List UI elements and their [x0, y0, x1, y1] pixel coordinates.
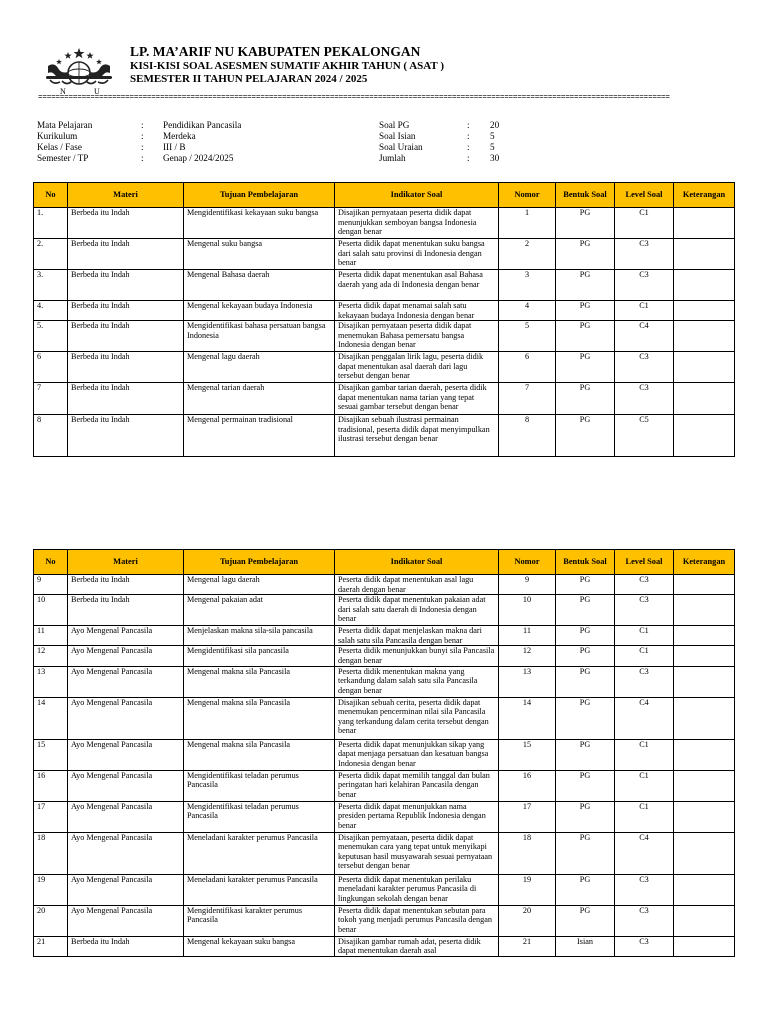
table-row [34, 321, 735, 352]
cell-level: C4 [615, 321, 674, 352]
cell-level: C5 [615, 415, 674, 457]
meta-label: Kurikulum [37, 131, 78, 141]
meta-label: Soal Isian [379, 131, 416, 141]
cell-materi: Berbeda itu Indah [68, 936, 184, 956]
meta-row-uraian [379, 142, 499, 153]
meta-value: III / B [163, 142, 186, 152]
cell-no: 11 [34, 626, 68, 646]
cell-keterangan [674, 239, 735, 270]
header-materi: Materi [68, 550, 184, 575]
cell-tujuan: Mengenal makna sila Pancasila [184, 739, 335, 770]
cell-keterangan [674, 383, 735, 415]
cell-indikator: Disajikan pernyataan, peserta didik dapat menemukan cara yang tepat untuk menyikapi keputusan hasil musyawarah sesuai pernyataan tersebut dengan benar [335, 832, 499, 874]
header-level: Level Soal [615, 183, 674, 208]
meta-row-curriculum [37, 131, 241, 142]
cell-tujuan: Mengidentifikasi karakter perumus Pancasila [184, 905, 335, 936]
cell-bentuk: PG [556, 321, 615, 352]
cell-level: C3 [615, 352, 674, 383]
double-rule-divider: ================================================================================================================================================= [38, 94, 670, 102]
header-tujuan: Tujuan Pembelajaran [184, 550, 335, 575]
cell-no: 9 [34, 575, 68, 595]
meta-row-class [37, 142, 241, 153]
cell-indikator: Peserta didik dapat menamai salah satu kekayaan budaya Indonesia dengan benar [335, 301, 499, 321]
cell-nomor: 11 [499, 626, 556, 646]
cell-materi: Berbeda itu Indah [68, 352, 184, 383]
cell-keterangan [674, 301, 735, 321]
meta-value: Merdeka [163, 131, 196, 141]
cell-tujuan: Mengidentifikasi kekayaan suku bangsa [184, 208, 335, 239]
cell-nomor: 3 [499, 270, 556, 301]
cell-nomor: 20 [499, 905, 556, 936]
cell-no: 13 [34, 666, 68, 697]
cell-level: C1 [615, 801, 674, 832]
cell-keterangan [674, 415, 735, 457]
cell-materi: Berbeda itu Indah [68, 270, 184, 301]
cell-materi: Berbeda itu Indah [68, 208, 184, 239]
cell-indikator: Disajikan sebuah cerita, peserta didik dapat menemukan pencerminan nilai sila Pancasila yang terkandung dalam cerita tersebut dengan benar [335, 697, 499, 739]
cell-materi: Ayo Mengenal Pancasila [68, 626, 184, 646]
cell-indikator: Peserta didik dapat menunjukkan sikap yang dapat menjaga persatuan dan kesatuan bangsa Indonesia dengan benar [335, 739, 499, 770]
meta-label: Jumlah [379, 153, 406, 163]
cell-level: C3 [615, 383, 674, 415]
table-row [34, 646, 735, 666]
meta-separator: : [467, 153, 470, 163]
cell-nomor: 1 [499, 208, 556, 239]
meta-value: 5 [490, 131, 495, 141]
document-title: KISI-KISI SOAL ASESMEN SUMATIF AKHIR TAHUN ( ASAT ) [130, 60, 444, 72]
meta-separator: : [467, 120, 470, 130]
cell-indikator: Peserta didik dapat menentukan asal Bahasa daerah yang ada di Indonesia dengan benar [335, 270, 499, 301]
cell-materi: Ayo Mengenal Pancasila [68, 770, 184, 801]
cell-indikator: Peserta didik dapat menentukan sebutan para tokoh yang menjadi perumus Pancasila dengan benar [335, 905, 499, 936]
meta-row-jumlah [379, 153, 499, 164]
header-indikator: Indikator Soal [335, 550, 499, 575]
meta-right [379, 120, 499, 164]
cell-nomor: 21 [499, 936, 556, 956]
meta-label: Kelas / Fase [37, 142, 82, 152]
meta-value: Pendidikan Pancasila [163, 120, 242, 130]
cell-materi: Ayo Mengenal Pancasila [68, 905, 184, 936]
cell-no: 17 [34, 801, 68, 832]
cell-bentuk: PG [556, 666, 615, 697]
table-row [34, 415, 735, 457]
meta-label: Semester / TP [37, 153, 89, 163]
header-no: No [34, 183, 68, 208]
table-row [34, 874, 735, 905]
meta-label: Soal Uraian [379, 142, 423, 152]
cell-keterangan [674, 352, 735, 383]
kisi-table-2 [33, 549, 735, 957]
cell-keterangan [674, 801, 735, 832]
cell-level: C3 [615, 874, 674, 905]
cell-level: C3 [615, 595, 674, 626]
header-materi: Materi [68, 183, 184, 208]
cell-no: 14 [34, 697, 68, 739]
cell-tujuan: Mengenal permainan tradisional [184, 415, 335, 457]
cell-keterangan [674, 770, 735, 801]
cell-indikator: Peserta didik dapat menjelaskan makna dari salah satu sila Pancasila dengan benar [335, 626, 499, 646]
table-row [34, 301, 735, 321]
table-row [34, 626, 735, 646]
cell-level: C3 [615, 905, 674, 936]
cell-level: C4 [615, 832, 674, 874]
cell-bentuk: PG [556, 646, 615, 666]
table-row [34, 239, 735, 270]
cell-no: 7 [34, 383, 68, 415]
cell-no: 21 [34, 936, 68, 956]
table-row [34, 936, 735, 956]
header-nomor: Nomor [499, 550, 556, 575]
svg-text:U: U [94, 87, 100, 96]
cell-bentuk: PG [556, 352, 615, 383]
cell-nomor: 10 [499, 595, 556, 626]
cell-materi: Berbeda itu Indah [68, 383, 184, 415]
cell-indikator: Peserta didik menentukan makna yang terkandung dalam salah satu sila Pancasila dengan benar [335, 666, 499, 697]
cell-no: 15 [34, 739, 68, 770]
cell-level: C3 [615, 666, 674, 697]
cell-level: C1 [615, 646, 674, 666]
cell-materi: Berbeda itu Indah [68, 321, 184, 352]
meta-value: 30 [490, 153, 500, 163]
cell-tujuan: Mengenal pakaian adat [184, 595, 335, 626]
cell-bentuk: PG [556, 415, 615, 457]
cell-keterangan [674, 595, 735, 626]
cell-tujuan: Mengidentifikasi teladan perumus Pancasila [184, 770, 335, 801]
cell-level: C1 [615, 626, 674, 646]
table-row [34, 352, 735, 383]
cell-materi: Ayo Mengenal Pancasila [68, 646, 184, 666]
cell-nomor: 2 [499, 239, 556, 270]
org-name: LP. MA’ARIF NU KABUPATEN PEKALONGAN [130, 44, 421, 59]
cell-tujuan: Mengenal kekayaan suku bangsa [184, 936, 335, 956]
cell-keterangan [674, 936, 735, 956]
cell-bentuk: PG [556, 301, 615, 321]
cell-nomor: 13 [499, 666, 556, 697]
header-no: No [34, 550, 68, 575]
cell-level: C1 [615, 739, 674, 770]
cell-nomor: 5 [499, 321, 556, 352]
cell-materi: Ayo Mengenal Pancasila [68, 666, 184, 697]
cell-materi: Berbeda itu Indah [68, 415, 184, 457]
table-row [34, 801, 735, 832]
cell-bentuk: PG [556, 905, 615, 936]
cell-indikator: Disajikan gambar tarian daerah, peserta didik dapat menentukan nama tarian yang tepat sesuai gambar tersebut dengan benar [335, 383, 499, 415]
cell-level: C3 [615, 270, 674, 301]
table-row [34, 208, 735, 239]
cell-nomor: 6 [499, 352, 556, 383]
meta-value: 20 [490, 120, 500, 130]
cell-no: 3. [34, 270, 68, 301]
cell-nomor: 17 [499, 801, 556, 832]
table-row [34, 832, 735, 874]
cell-no: 6 [34, 352, 68, 383]
cell-keterangan [674, 874, 735, 905]
cell-indikator: Peserta didik dapat menunjukkan nama presiden pertama Republik Indonesia dengan benar [335, 801, 499, 832]
cell-bentuk: PG [556, 383, 615, 415]
cell-indikator: Disajikan penggalan lirik lagu, peserta didik dapat menentukan asal daerah dari lagu tersebut dengan benar [335, 352, 499, 383]
cell-no: 10 [34, 595, 68, 626]
cell-keterangan [674, 270, 735, 301]
cell-materi: Ayo Mengenal Pancasila [68, 832, 184, 874]
cell-tujuan: Mengenal suku bangsa [184, 239, 335, 270]
meta-left [37, 120, 241, 164]
cell-no: 4. [34, 301, 68, 321]
meta-separator: : [467, 142, 470, 152]
cell-indikator: Peserta didik dapat memilih tanggal dan bulan peringatan hari kelahiran Pancasila dengan benar [335, 770, 499, 801]
cell-level: C3 [615, 936, 674, 956]
cell-nomor: 12 [499, 646, 556, 666]
cell-materi: Berbeda itu Indah [68, 239, 184, 270]
cell-nomor: 9 [499, 575, 556, 595]
cell-no: 2. [34, 239, 68, 270]
cell-keterangan [674, 666, 735, 697]
table-row [34, 270, 735, 301]
header-bentuk: Bentuk Soal [556, 550, 615, 575]
cell-keterangan [674, 697, 735, 739]
cell-nomor: 19 [499, 874, 556, 905]
cell-indikator: Peserta didik menunjukkan bunyi sila Pancasila dengan benar [335, 646, 499, 666]
cell-bentuk: PG [556, 739, 615, 770]
cell-bentuk: PG [556, 239, 615, 270]
cell-keterangan [674, 832, 735, 874]
cell-nomor: 8 [499, 415, 556, 457]
cell-level: C1 [615, 770, 674, 801]
table-row [34, 575, 735, 595]
meta-label: Mata Pelajaran [37, 120, 93, 130]
cell-materi: Berbeda itu Indah [68, 595, 184, 626]
cell-tujuan: Mengidentifikasi sila pancasila [184, 646, 335, 666]
header-nomor: Nomor [499, 183, 556, 208]
cell-materi: Ayo Mengenal Pancasila [68, 739, 184, 770]
table-row [34, 666, 735, 697]
header-keterangan: Keterangan [674, 183, 735, 208]
table-header-row [34, 550, 735, 575]
cell-tujuan: Menjelaskan makna sila-sila pancasila [184, 626, 335, 646]
cell-nomor: 18 [499, 832, 556, 874]
cell-tujuan: Mengidentifikasi bahasa persatuan bangsa Indonesia [184, 321, 335, 352]
cell-nomor: 15 [499, 739, 556, 770]
meta-row-isian [379, 131, 499, 142]
svg-text:N: N [60, 87, 66, 96]
cell-tujuan: Mengenal kekayaan budaya Indonesia [184, 301, 335, 321]
cell-level: C1 [615, 301, 674, 321]
table-row [34, 383, 735, 415]
meta-value: Genap / 2024/2025 [163, 153, 234, 163]
cell-level: C3 [615, 575, 674, 595]
cell-no: 18 [34, 832, 68, 874]
cell-no: 8 [34, 415, 68, 457]
table-row [34, 739, 735, 770]
cell-level: C3 [615, 239, 674, 270]
cell-nomor: 7 [499, 383, 556, 415]
cell-bentuk: PG [556, 575, 615, 595]
cell-bentuk: PG [556, 874, 615, 905]
cell-tujuan: Mengenal makna sila Pancasila [184, 697, 335, 739]
cell-bentuk: PG [556, 832, 615, 874]
cell-no: 16 [34, 770, 68, 801]
cell-keterangan [674, 739, 735, 770]
cell-nomor: 14 [499, 697, 556, 739]
table-row [34, 595, 735, 626]
cell-materi: Berbeda itu Indah [68, 301, 184, 321]
table-row [34, 770, 735, 801]
nu-logo-icon [42, 46, 116, 96]
meta-separator: : [141, 131, 144, 141]
cell-bentuk: PG [556, 626, 615, 646]
cell-tujuan: Mengenal lagu daerah [184, 352, 335, 383]
cell-bentuk: PG [556, 595, 615, 626]
cell-no: 19 [34, 874, 68, 905]
cell-nomor: 16 [499, 770, 556, 801]
cell-materi: Ayo Mengenal Pancasila [68, 874, 184, 905]
cell-tujuan: Mengenal lagu daerah [184, 575, 335, 595]
cell-tujuan: Meneladani karakter perumus Pancasila [184, 832, 335, 874]
cell-bentuk: PG [556, 697, 615, 739]
cell-bentuk: PG [556, 801, 615, 832]
cell-keterangan [674, 575, 735, 595]
cell-bentuk: PG [556, 270, 615, 301]
cell-keterangan [674, 321, 735, 352]
cell-indikator: Disajikan pernyataan peserta didik dapat menemukan Bahasa pemersatu bangsa Indonesia dengan benar [335, 321, 499, 352]
cell-tujuan: Mengenal tarian daerah [184, 383, 335, 415]
cell-no: 5. [34, 321, 68, 352]
meta-label: Soal PG [379, 120, 410, 130]
header-level: Level Soal [615, 550, 674, 575]
cell-keterangan [674, 208, 735, 239]
header-bentuk: Bentuk Soal [556, 183, 615, 208]
cell-nomor: 4 [499, 301, 556, 321]
cell-no: 20 [34, 905, 68, 936]
cell-level: C4 [615, 697, 674, 739]
meta-separator: : [141, 153, 144, 163]
cell-bentuk: PG [556, 770, 615, 801]
header-keterangan: Keterangan [674, 550, 735, 575]
meta-row-semester [37, 153, 241, 164]
cell-materi: Ayo Mengenal Pancasila [68, 697, 184, 739]
cell-bentuk: PG [556, 208, 615, 239]
cell-tujuan: Mengenal makna sila Pancasila [184, 666, 335, 697]
cell-keterangan [674, 905, 735, 936]
cell-keterangan [674, 626, 735, 646]
cell-materi: Berbeda itu Indah [68, 575, 184, 595]
cell-no: 12 [34, 646, 68, 666]
cell-indikator: Peserta didik dapat menentukan pakaian adat dari salah satu daerah di Indonesia dengan benar [335, 595, 499, 626]
cell-indikator: Disajikan pernyataan peserta didik dapat menunjukkan semboyan bangsa Indonesia dengan benar [335, 208, 499, 239]
meta-value: 5 [490, 142, 495, 152]
kisi-table-1 [33, 182, 735, 457]
header-indikator: Indikator Soal [335, 183, 499, 208]
semester-title: SEMESTER II TAHUN PELAJARAN 2024 / 2025 [130, 73, 368, 85]
table-header-row [34, 183, 735, 208]
meta-separator: : [141, 142, 144, 152]
cell-level: C1 [615, 208, 674, 239]
cell-keterangan [674, 646, 735, 666]
meta-row-pg [379, 120, 499, 131]
cell-tujuan: Meneladani karakter perumus Pancasila [184, 874, 335, 905]
cell-tujuan: Mengidentifikasi teladan perumus Pancasila [184, 801, 335, 832]
meta-separator: : [467, 131, 470, 141]
cell-indikator: Peserta didik dapat menentukan asal lagu daerah dengan benar [335, 575, 499, 595]
cell-indikator: Disajikan gambar rumah adat, peserta didik dapat menentukan daerah asal [335, 936, 499, 956]
cell-bentuk: Isian [556, 936, 615, 956]
cell-no: 1. [34, 208, 68, 239]
header-tujuan: Tujuan Pembelajaran [184, 183, 335, 208]
table-row [34, 905, 735, 936]
cell-tujuan: Mengenal Bahasa daerah [184, 270, 335, 301]
cell-indikator: Peserta didik dapat menentukan suku bangsa dari salah satu provinsi di Indonesia dengan benar [335, 239, 499, 270]
table-row [34, 697, 735, 739]
cell-indikator: Peserta didik dapat menentukan perilaku meneladani karakter perumus Pancasila di lingkungan sekolah dengan benar [335, 874, 499, 905]
meta-row-subject [37, 120, 241, 131]
cell-indikator: Disajikan sebuah ilustrasi permainan tradisional, peserta didik dapat menyimpulkan ilustrasi tersebut dengan benar [335, 415, 499, 457]
cell-materi: Ayo Mengenal Pancasila [68, 801, 184, 832]
meta-separator: : [141, 120, 144, 130]
